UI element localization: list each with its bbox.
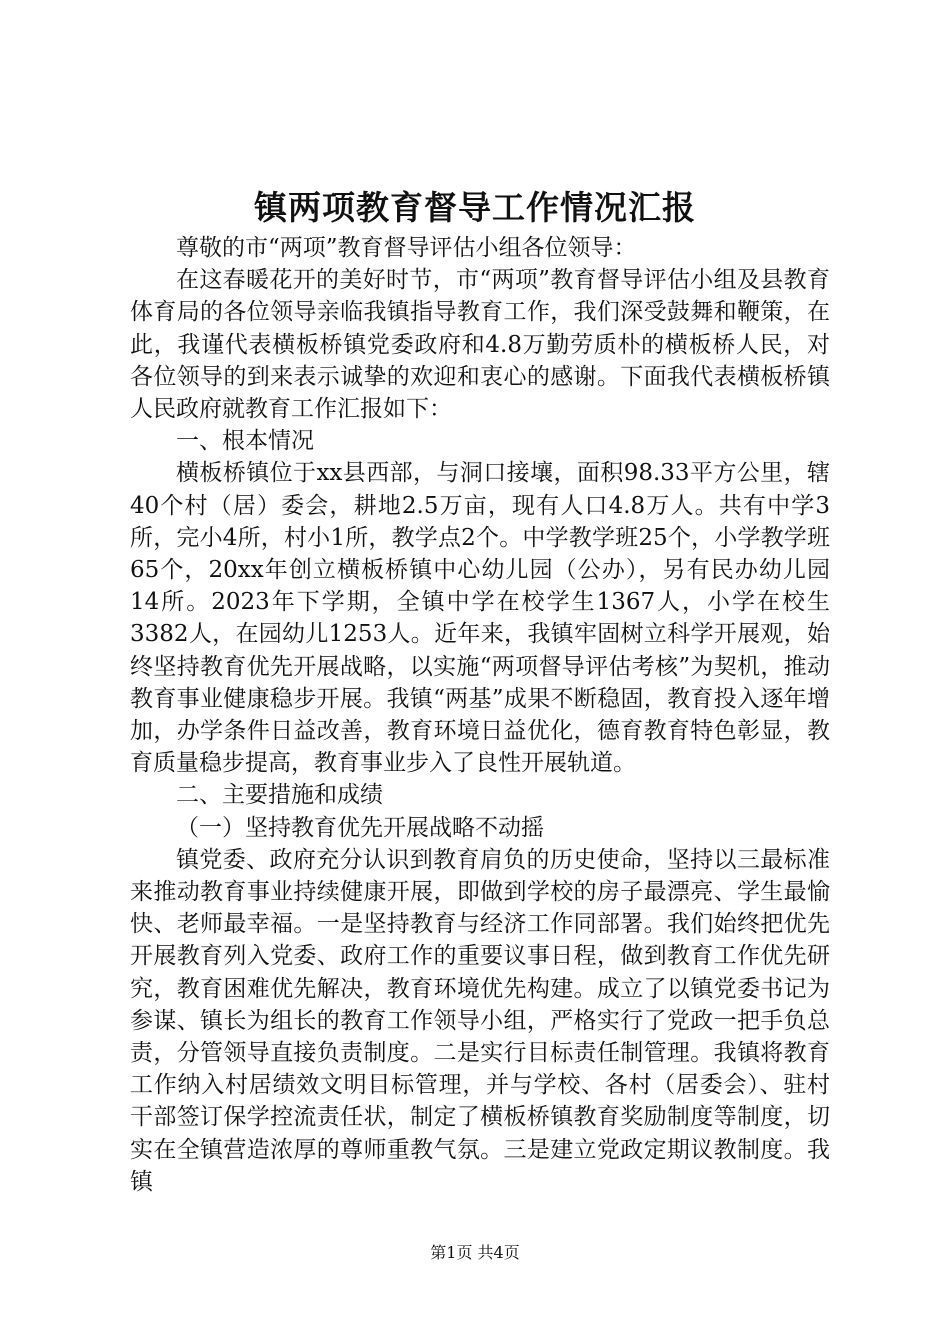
- section-heading-2: 二、主要措施和成绩: [176, 782, 383, 809]
- paragraph-intro: 在这春暖花开的美好时节，市“两项”教育督导评估小组及县教育体育局的各位领导亲临我镇指导教育工作，我们深受鼓舞和鞭策，在此，我谨代表横板桥镇党委政府和4.8万勤劳质朴的横板桥人民，对各位领导的到来表示诚挚的欢迎和衷心的感谢。下面我代表横板桥镇人民政府就教育工作汇报如下：: [130, 267, 830, 423]
- paragraph-measures: 镇党委、政府充分认识到教育肩负的历史使命，坚持以三最标准来推动教育事业持续健康开展，即做到学校的房子最漂亮、学生最愉快、老师最幸福。一是坚持教育与经济工作同部署。我们始终把优先开展教育列入党委、政府工作的重要议事日程，做到教育工作优先研究，教育困难优先解决，教育环境优先构建。成立了以镇党委书记为参谋、镇长为组长的教育工作领导小组，严格实行了党政一把手负总责，分管领导直接负责制度。二是实行目标责任制管理。我镇将教育工作纳入村居绩效文明目标管理，并与学校、各村（居委会）、驻村干部签订保学控流责任状，制定了横板桥镇教育奖励制度等制度，切实在全镇营造浓厚的尊师重教气氛。三是建立党政定期议教制度。我镇: [130, 846, 830, 1195]
- document-body: [130, 232, 830, 1198]
- paragraph-basic-info: 横板桥镇位于xx县西部，与洞口接壤，面积98.33平方公里，辖40个村（居）委会，耕地2.5万亩，现有人口4.8万人。共有中学3所，完小4所，村小1所，教学点2个。中学教学班25个，小学教学班65个，20xx年创立横板桥镇中心幼儿园（公办），另有民办幼儿园14所。2023年下学期，全镇中学在校学生1367人，小学在校生3382人，在园幼儿1253人。近年来，我镇牢固树立科学开展观，始终坚持教育优先开展战略，以实施“两项督导评估考核”为契机，推动教育事业健康稳步开展。我镇“两基”成果不断稳固，教育投入逐年增加，办学条件日益改善，教育环境日益优化，德育教育特色彰显，教育质量稳步提高，教育事业步入了良性开展轨道。: [130, 460, 830, 777]
- subsection-heading-1: （一）坚持教育优先开展战略不动摇: [176, 814, 544, 841]
- section-heading-1: 一、根本情况: [176, 428, 314, 455]
- page-number-footer: 第1页 共4页: [430, 1243, 520, 1262]
- document-title: 镇两项教育督导工作情况汇报: [254, 188, 696, 227]
- salutation: 尊敬的市“两项”教育督导评估小组各位领导：: [176, 235, 637, 261]
